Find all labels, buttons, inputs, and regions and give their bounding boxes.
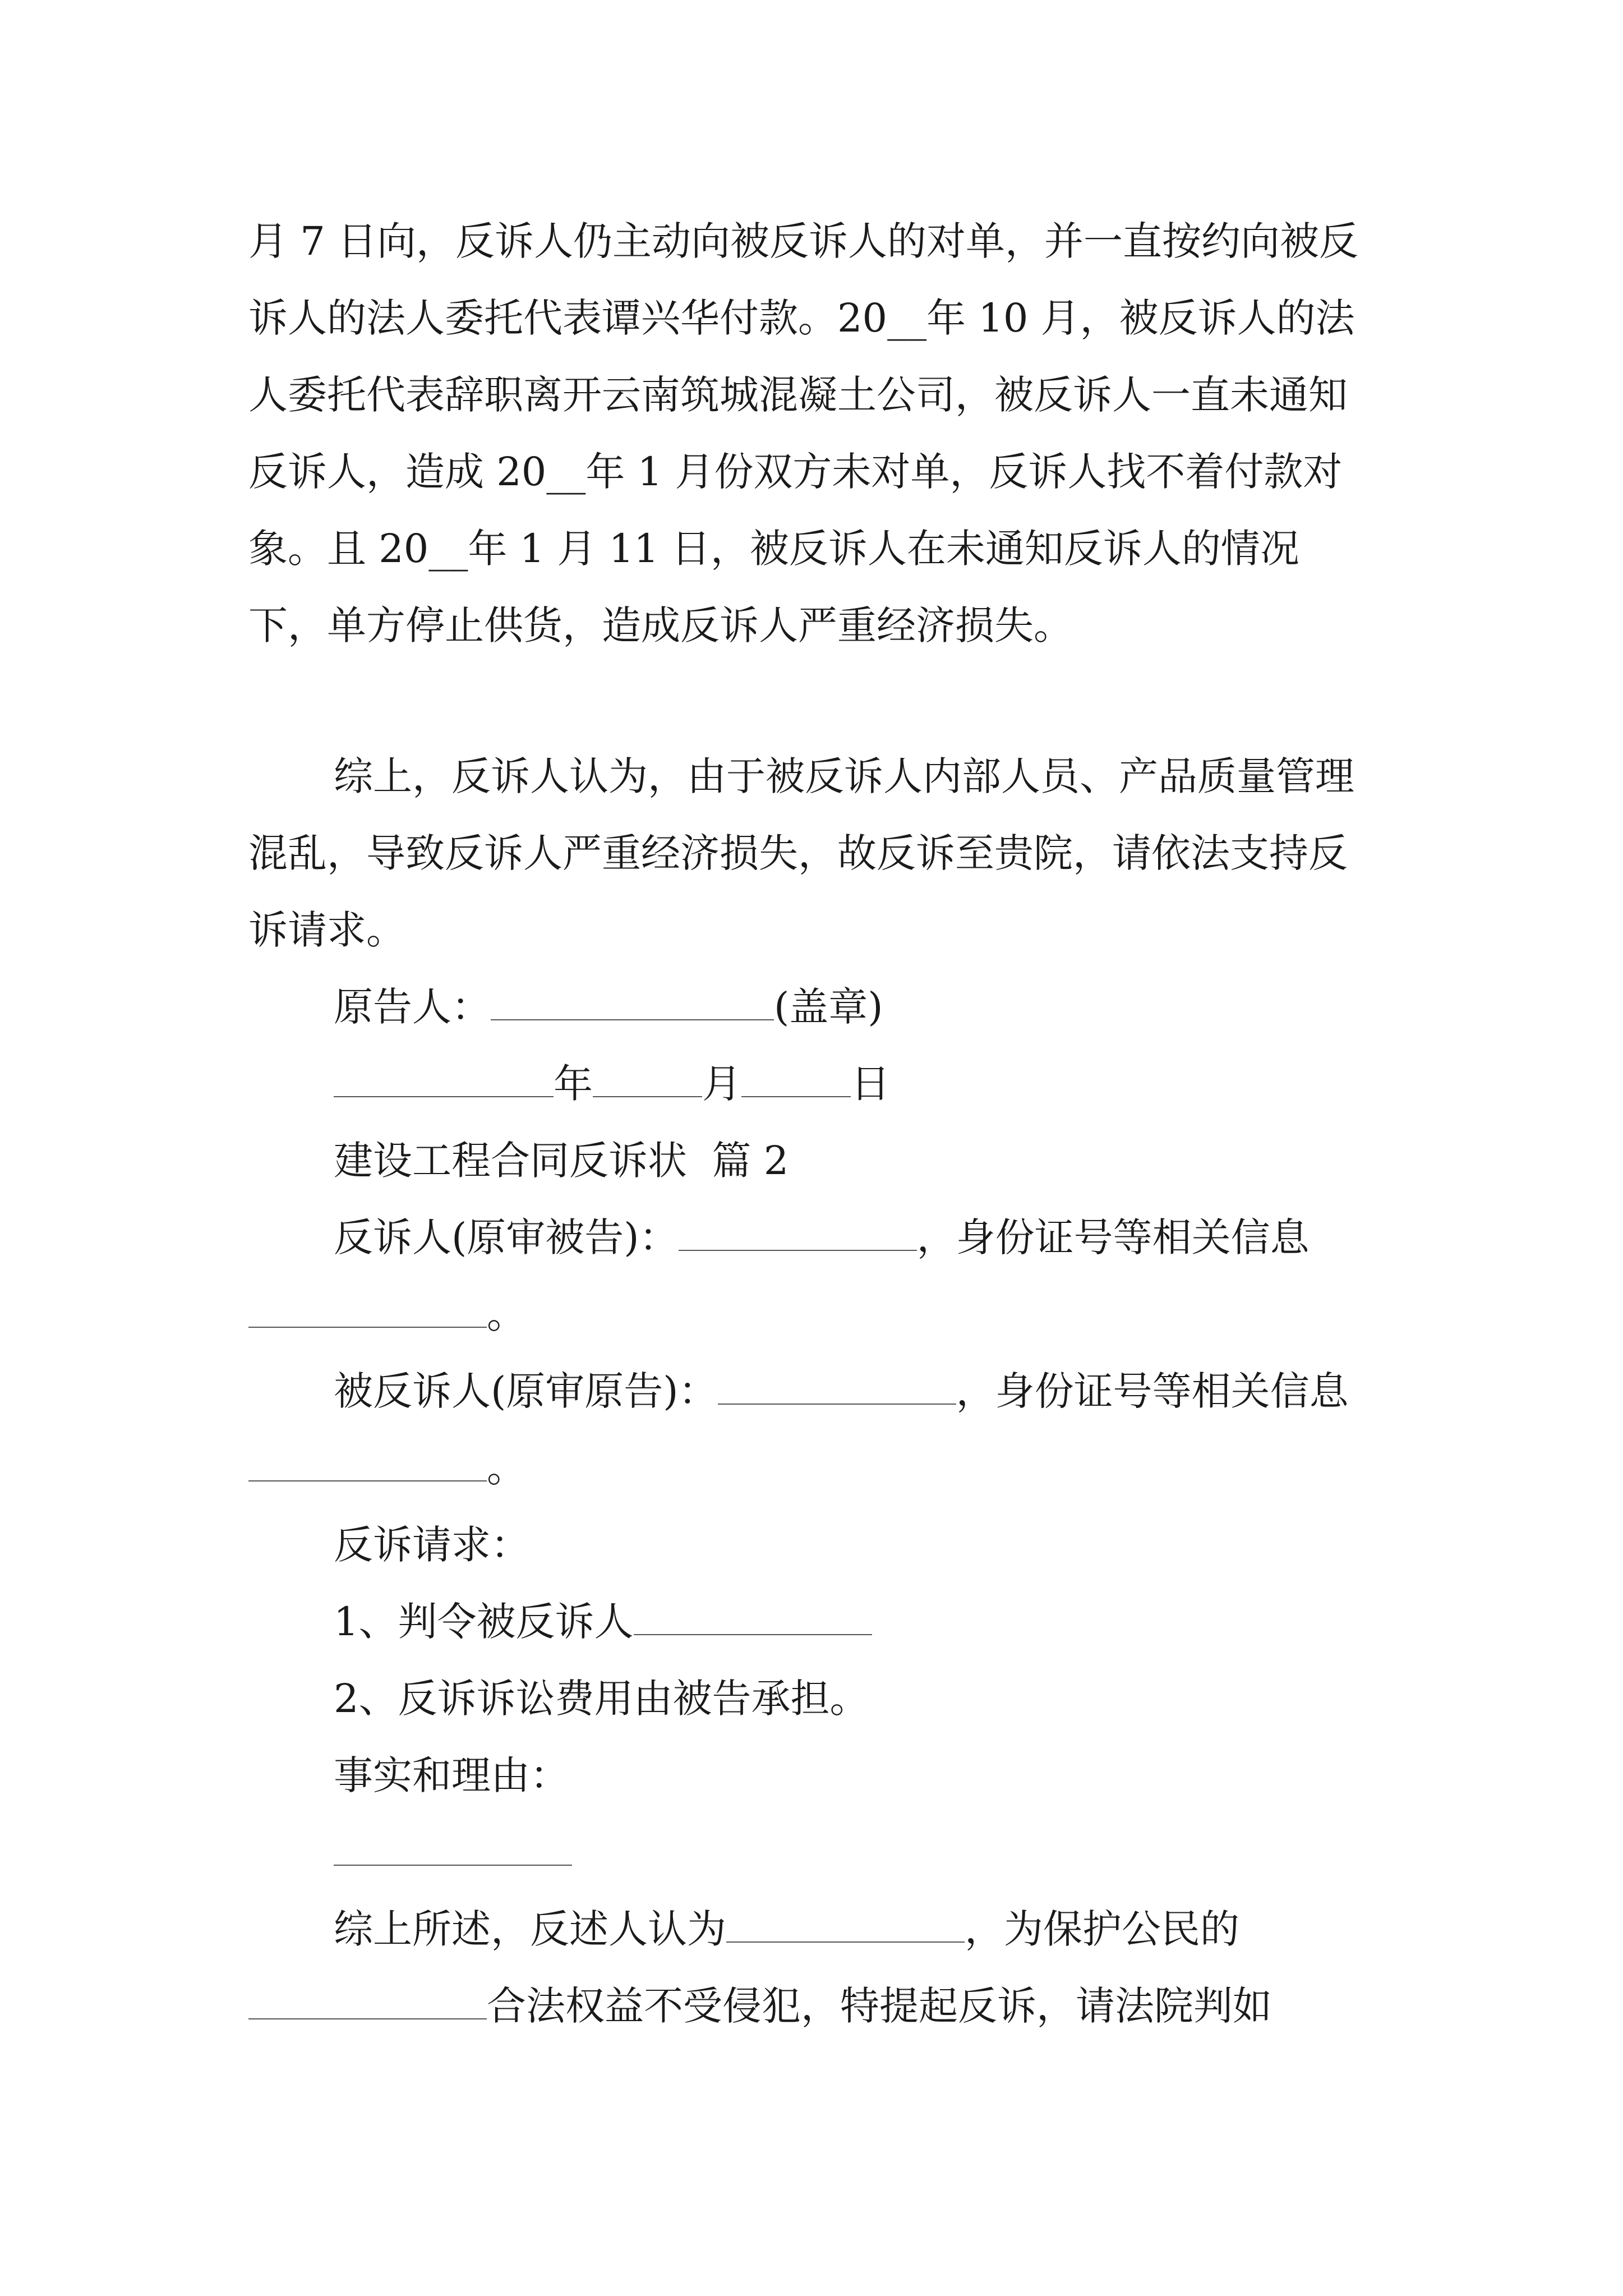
respondent-label: 被反诉人(原审原告)： (334, 1368, 718, 1414)
counter-claimant-info (248, 1199, 1377, 1353)
seal-label: (盖章) (774, 984, 883, 1030)
plaintiff-signature-line (248, 969, 1377, 1046)
fact-paragraph-text: 月 7 日向，反诉人仍主动向被反诉人的对单，并一直按约向被反诉人的法人委托代表谭兴华付款。20__年 10 月，被反诉人的法人委托代表辞职离开云南筑城混凝土公司，被反诉人一直未通知反诉人，造成 20__年 1 月份双方未对单，反诉人找不着付款对象。且 20__年 1 月 11 日，被反诉人在未通知反诉人的情况下，单方停止供货，造成反诉人严重经济损失。 (248, 218, 1359, 648)
month-label: 月 (702, 1061, 741, 1107)
counter-claimant-id-label: ，身份证号等相关信息 (916, 1214, 1310, 1260)
month-blank (593, 1061, 702, 1097)
respondent-id-label: ，身份证号等相关信息 (956, 1368, 1349, 1414)
signature-date-line (248, 1046, 1377, 1122)
year-label: 年 (554, 1061, 593, 1107)
conclusion-after: 合法权益不受侵犯，特提起反诉，请法院判如 (487, 1983, 1272, 2029)
fact-paragraph (248, 203, 1377, 664)
day-label: 日 (851, 1061, 890, 1107)
respondent-name-blank (718, 1368, 956, 1405)
counter-claimant-id-blank (248, 1291, 487, 1328)
conclusion-middle: ，为保护公民的 (965, 1906, 1239, 1952)
counter-claimant-label: 反诉人(原审被告)： (334, 1214, 679, 1260)
conclusion-blank-2 (248, 1983, 487, 2019)
facts-heading (248, 1737, 1377, 1814)
facts-heading-text: 事实和理由： (334, 1752, 569, 1798)
plaintiff-name-blank (491, 984, 774, 1020)
claim-item-1 (248, 1584, 1377, 1660)
facts-blank-line (248, 1814, 1377, 1891)
respondent-id-blank (248, 1445, 487, 1481)
claims-heading-text: 反诉请求： (334, 1522, 530, 1568)
claim-item-1-blank (634, 1599, 872, 1635)
section-title-text: 建设工程合同反诉状 篇 2 (334, 1138, 789, 1184)
day-blank (741, 1061, 851, 1097)
counter-claimant-end: 。 (487, 1291, 526, 1337)
conclusion-blank-1 (726, 1906, 965, 1943)
counter-claimant-name-blank (679, 1214, 917, 1251)
respondent-end: 。 (487, 1445, 526, 1491)
claim-item-1-text: 1、判令被反诉人 (334, 1599, 634, 1645)
respondent-info (248, 1353, 1377, 1507)
claims-heading (248, 1507, 1377, 1584)
section-title (248, 1122, 1377, 1199)
claim-item-2-text: 2、反诉诉讼费用由被告承担。 (334, 1676, 869, 1722)
summary-paragraph-text: 综上，反诉人认为，由于被反诉人内部人员、产品质量管理混乱，导致反诉人严重经济损失，故反诉至贵院，请依法支持反诉请求。 (248, 753, 1354, 953)
facts-blank (334, 1829, 572, 1866)
summary-paragraph (248, 738, 1377, 969)
conclusion-before: 综上所述，反述人认为 (334, 1906, 726, 1952)
conclusion-paragraph (248, 1891, 1377, 2045)
plaintiff-label: 原告人： (334, 984, 491, 1030)
year-blank (334, 1061, 554, 1097)
claim-item-2 (248, 1660, 1377, 1737)
